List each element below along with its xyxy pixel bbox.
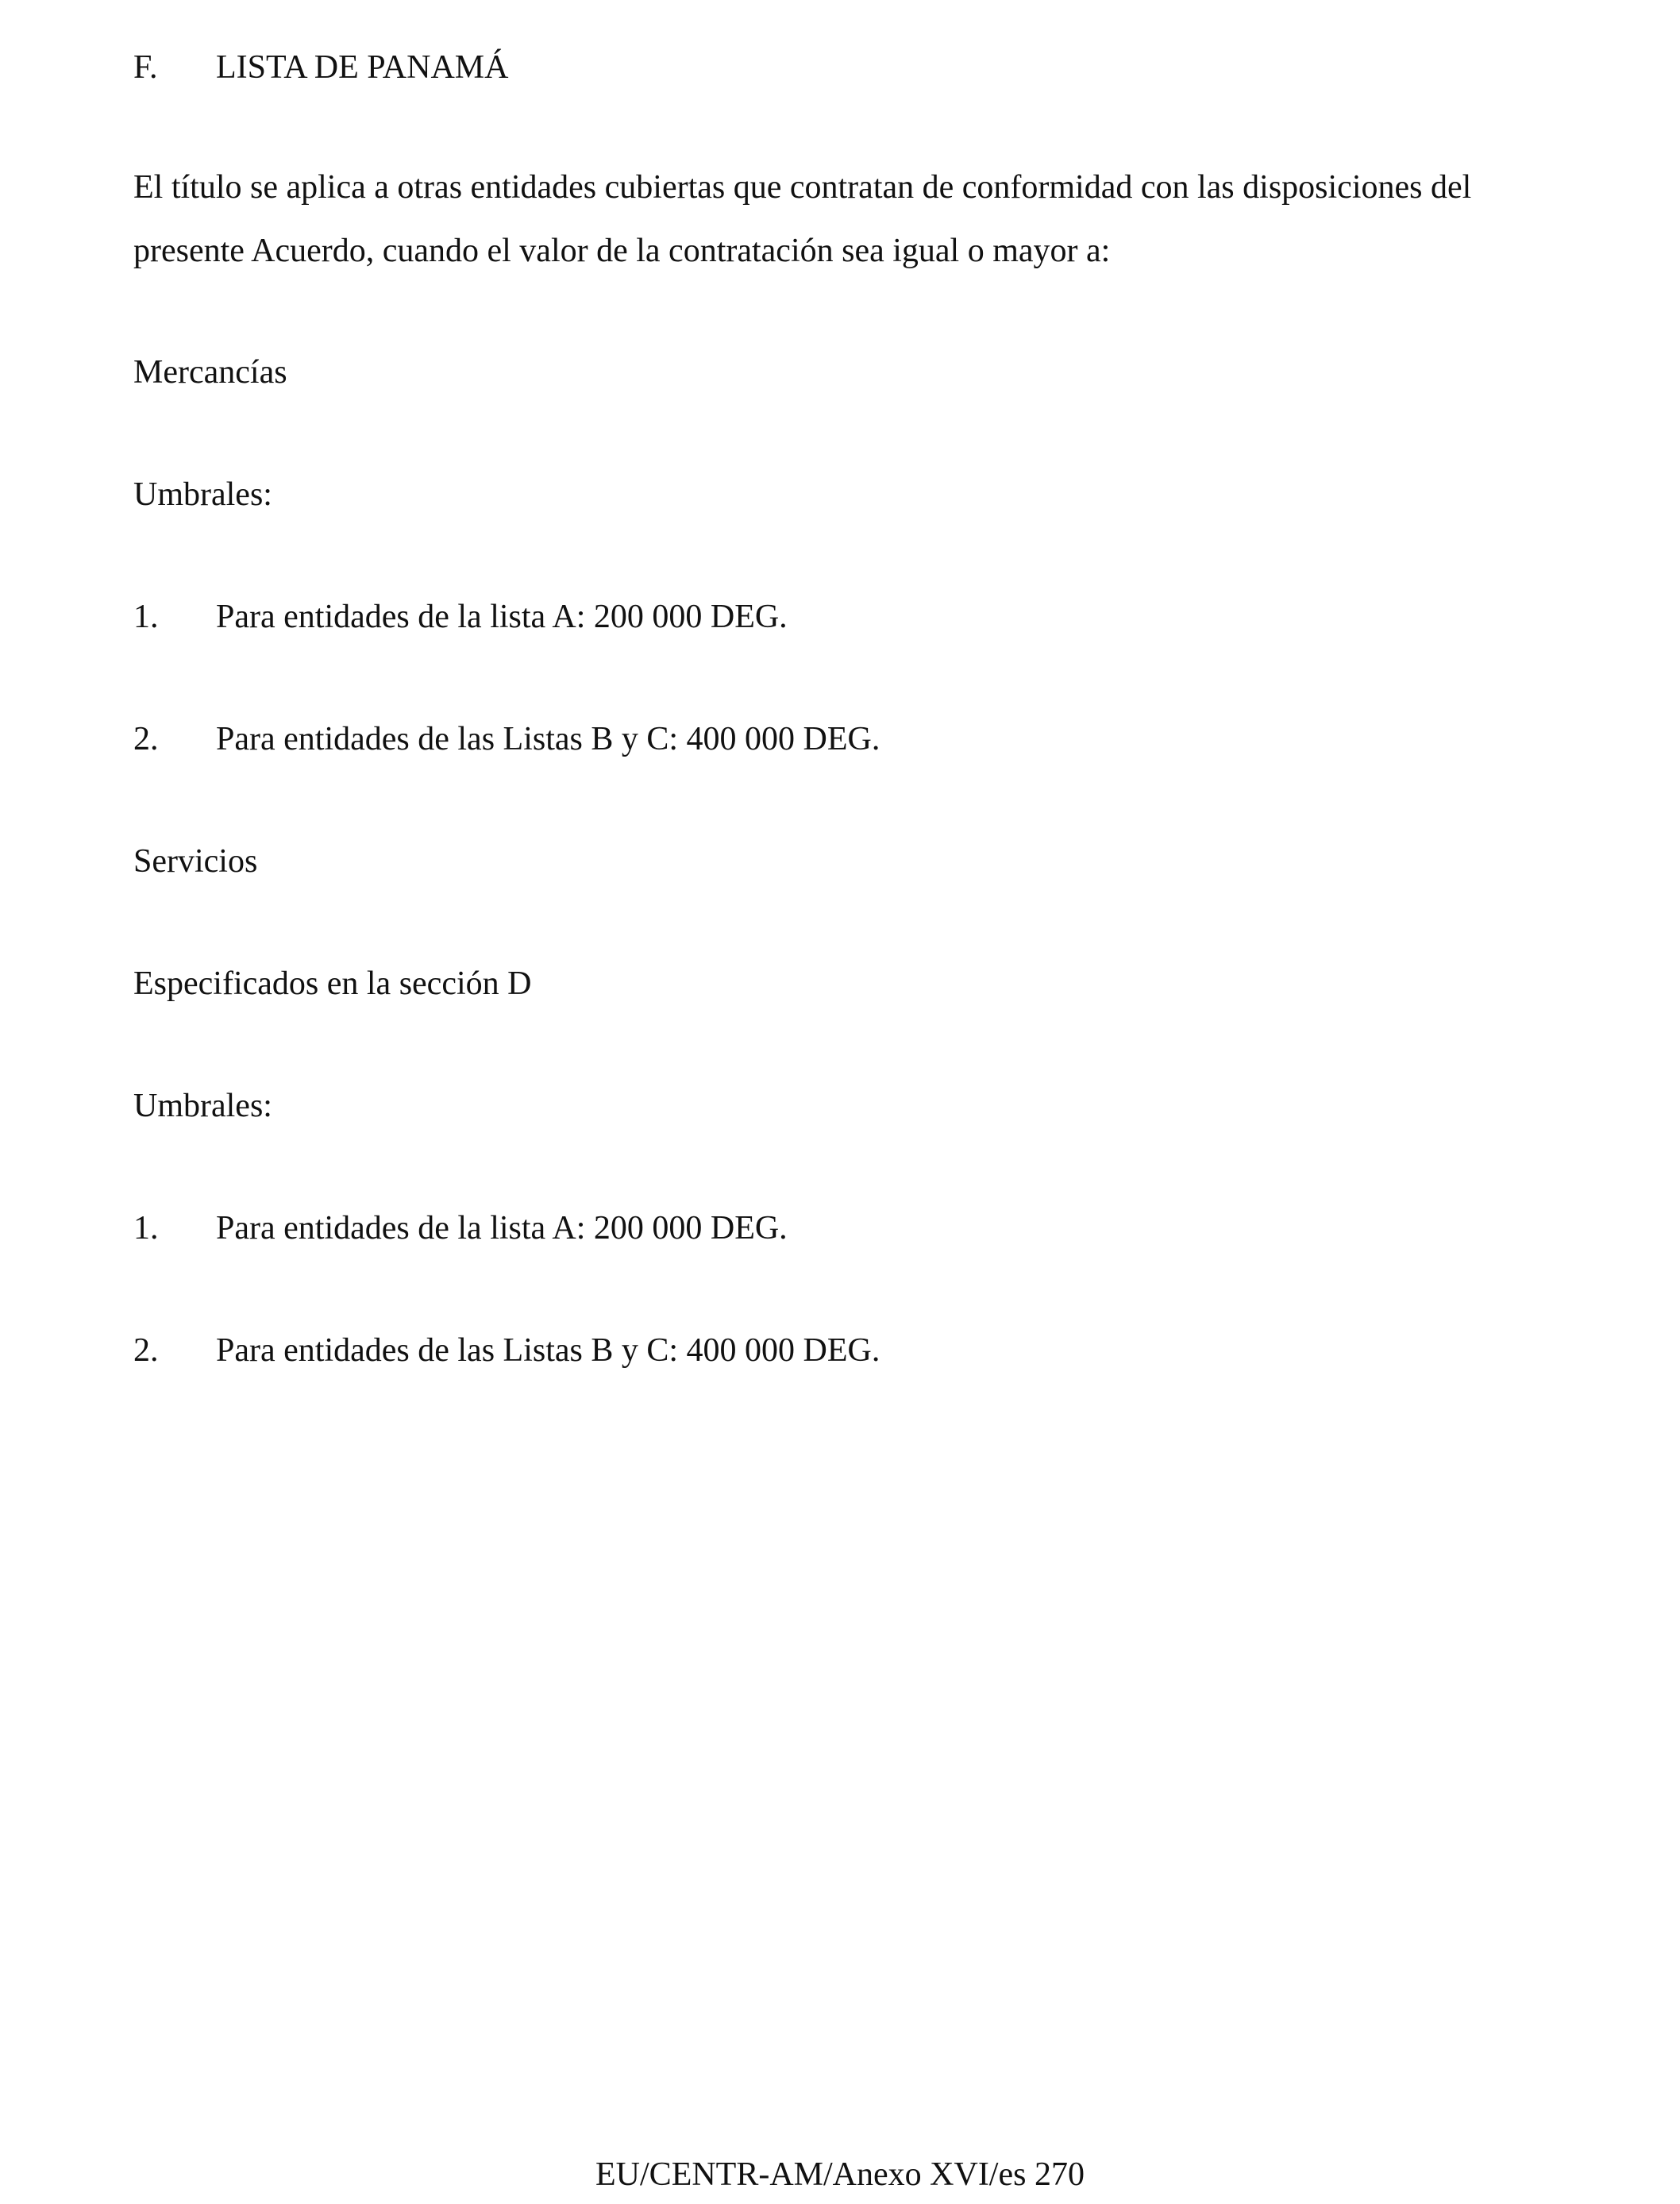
services-specified: Especificados en la sección D bbox=[133, 965, 532, 1002]
services-heading: Servicios bbox=[133, 843, 258, 880]
goods-item-number: 1. bbox=[133, 599, 159, 635]
services-item-text: Para entidades de la lista A: 200 000 DEG. bbox=[216, 1210, 788, 1246]
page-footer: EU/CENTR-AM/Anexo XVI/es 270 bbox=[595, 2156, 1085, 2193]
goods-item-text: Para entidades de las Listas B y C: 400 000 DEG. bbox=[216, 721, 880, 757]
section-title: LISTA DE PANAMÁ bbox=[216, 49, 509, 86]
services-item-number: 1. bbox=[133, 1210, 159, 1246]
goods-thresholds-label: Umbrales: bbox=[133, 476, 272, 513]
services-thresholds-label: Umbrales: bbox=[133, 1088, 272, 1124]
services-item-number: 2. bbox=[133, 1332, 159, 1369]
goods-item-text: Para entidades de la lista A: 200 000 DEG. bbox=[216, 599, 788, 635]
services-item-text: Para entidades de las Listas B y C: 400 000 DEG. bbox=[216, 1332, 880, 1369]
intro-paragraph: El título se aplica a otras entidades cubiertas que contratan de conformidad con las disposiciones del presente Acuerdo, cuando el valor de la contratación sea igual o mayor a: bbox=[133, 169, 1472, 269]
goods-heading: Mercancías bbox=[133, 354, 287, 391]
section-letter: F. bbox=[133, 49, 158, 86]
goods-item-number: 2. bbox=[133, 721, 159, 757]
